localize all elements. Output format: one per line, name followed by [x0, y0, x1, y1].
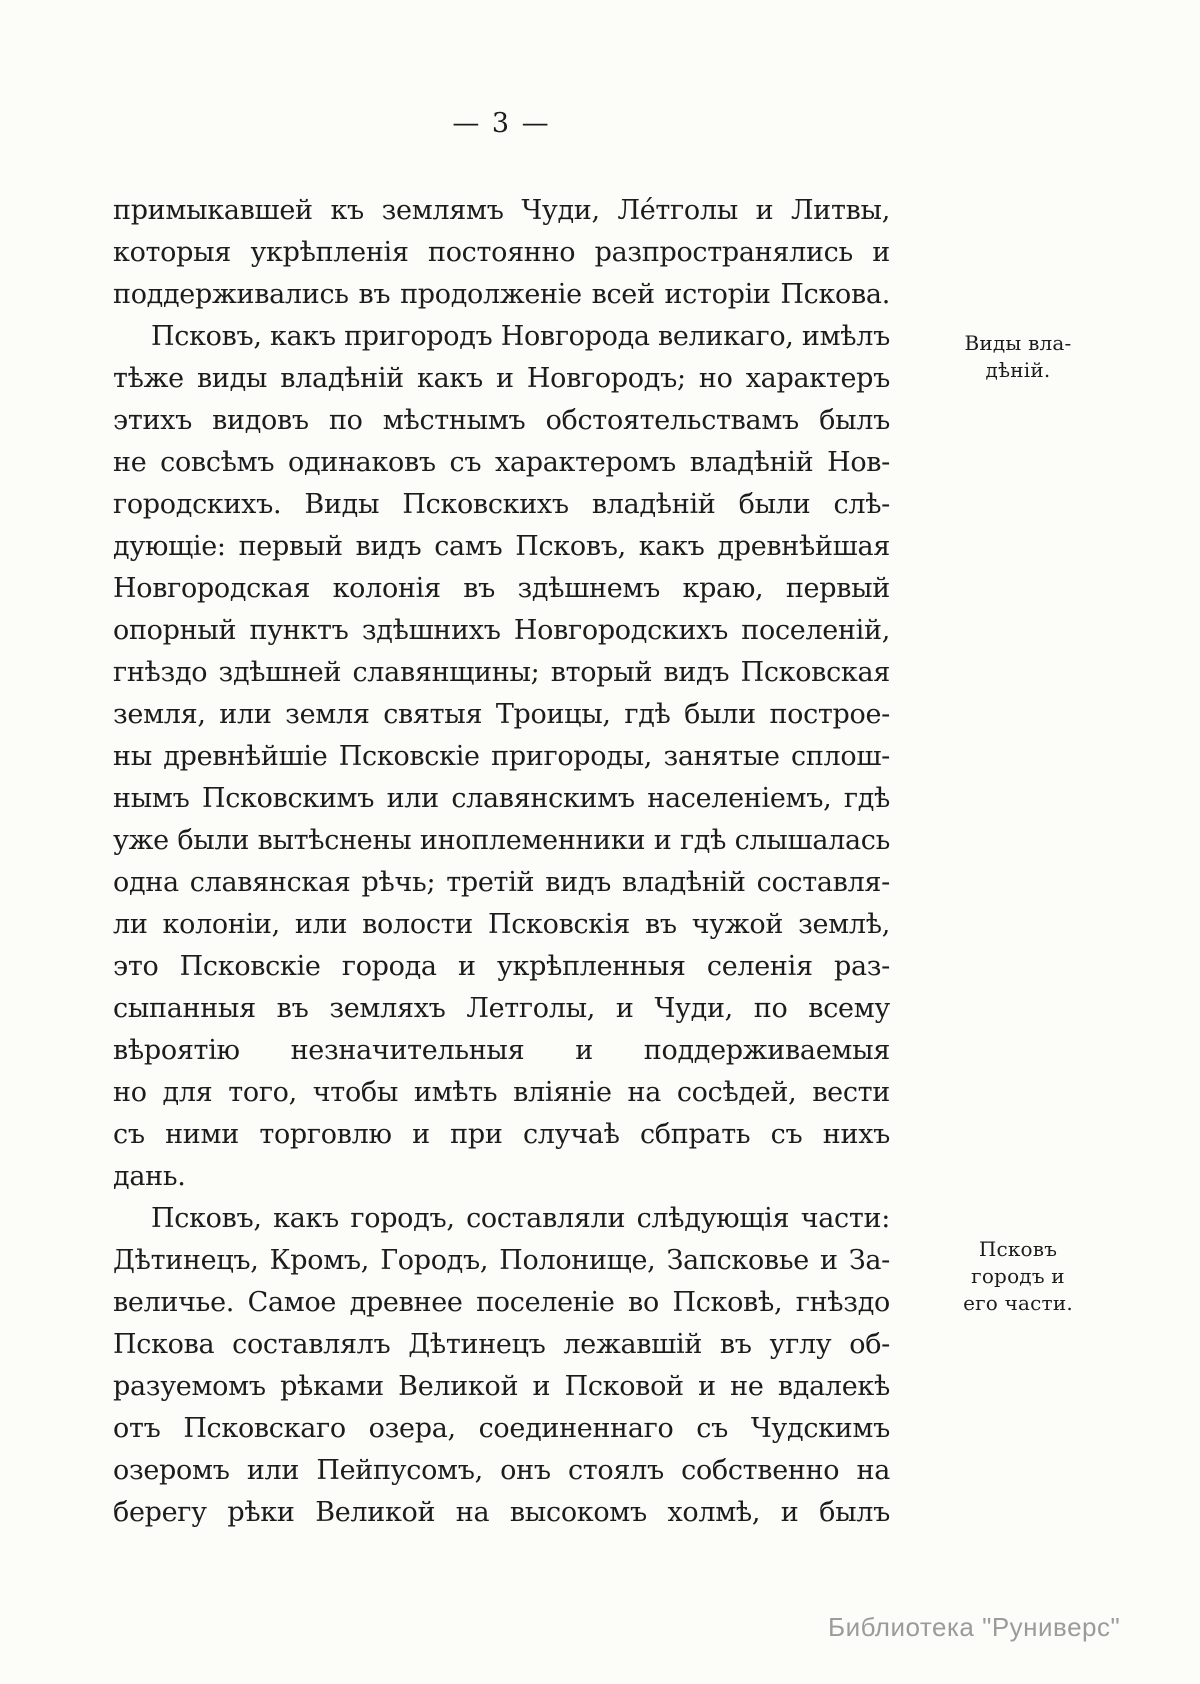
text-line: гнѣздо здѣшней славянщины; вторый видъ Псковская [113, 657, 890, 688]
text-line: городскихъ. Виды Псковскихъ владѣній были слѣ- [113, 489, 890, 520]
text-line: которыя укрѣпленія постоянно разпространялись и [113, 237, 890, 268]
text-line: не совсѣмъ одинаковъ съ характеромъ владѣній Нов- [113, 447, 890, 478]
margin-note-pskov-gorod-i-chasti [942, 1236, 1094, 1317]
text-line: этихъ видовъ по мѣстнымъ обстоятельствамъ былъ [113, 405, 890, 436]
text-line: Пскова составлялъ Дѣтинецъ лежавшій въ углу об- [113, 1329, 890, 1360]
text-line: Псковъ, какъ городъ, составляли слѣдующія части: [151, 1203, 890, 1234]
page-number: — 3 — [452, 108, 551, 139]
text-line: ны древнѣйшіе Псковскіе пригороды, занятые сплош- [113, 741, 890, 772]
text-line: Дѣтинецъ, Кромъ, Городъ, Полонище, Запсковье и За- [113, 1245, 890, 1276]
text-line: сыпанныя въ земляхъ Летголы, и Чуди, по всему [113, 993, 890, 1024]
library-watermark: Библиотека "Руниверс" [828, 1612, 1121, 1642]
text-line: озеромъ или Пейпусомъ, онъ стоялъ собственно на [113, 1455, 890, 1486]
text-line: Новгородская колонія въ здѣшнемъ краю, первый [113, 573, 890, 604]
text-line: разуемомъ рѣками Великой и Псковой и не вдалекѣ [113, 1371, 890, 1402]
text-line: одна славянская рѣчь; третій видъ владѣній составля- [113, 867, 890, 898]
text-line: нымъ Псковскимъ или славянскимъ населеніемъ, гдѣ [113, 783, 890, 814]
margin-note-line: городъ и [971, 1264, 1065, 1288]
text-line: примыкавшей къ землямъ Чуди, Ле́тголы и Литвы, [113, 195, 890, 226]
text-line: ли колоніи, или волости Псковскія въ чужой землѣ, [113, 909, 890, 940]
text-line: уже были вытѣснены иноплеменники и гдѣ слышалась [113, 825, 890, 856]
text-line: Псковъ, какъ пригородъ Новгорода великаго, имѣлъ [151, 321, 890, 352]
text-line: это Псковскіе города и укрѣпленныя селенія раз- [113, 951, 890, 982]
text-line: вѣроятію незначительныя и поддерживаемыя [113, 1035, 890, 1066]
margin-note-vidy-vladeniy [942, 330, 1094, 384]
margin-note-line: его части. [963, 1291, 1073, 1315]
text-line: величье. Самое древнее поселеніе во Псковѣ, гнѣздо [113, 1287, 890, 1318]
margin-note-line: Виды вла- [964, 331, 1072, 355]
margin-note-line: дѣній. [985, 358, 1051, 382]
main-text-column [113, 190, 890, 1534]
text-line: съ ними торговлю и при случаѣ сбпрать съ нихъ [113, 1119, 890, 1150]
text-line: поддерживались въ продолженіе всей исторіи Пскова. [113, 279, 890, 310]
text-line: дань. [113, 1161, 186, 1192]
text-line: опорный пунктъ здѣшнихъ Новгородскихъ поселеній, [113, 615, 890, 646]
text-line: земля, или земля святыя Троицы, гдѣ были построе- [113, 699, 890, 730]
text-line: берегу рѣки Великой на высокомъ холмѣ, и былъ [113, 1497, 890, 1528]
text-line: отъ Псковскаго озера, соединеннаго съ Чудскимъ [113, 1413, 890, 1444]
margin-note-line: Псковъ [978, 1237, 1058, 1261]
text-line: дующіе: первый видъ самъ Псковъ, какъ древнѣйшая [113, 531, 890, 562]
text-line: но для того, чтобы имѣть вліяніе на сосѣдей, вести [113, 1077, 890, 1108]
text-line: тѣже виды владѣній какъ и Новгородъ; но характеръ [113, 363, 890, 394]
